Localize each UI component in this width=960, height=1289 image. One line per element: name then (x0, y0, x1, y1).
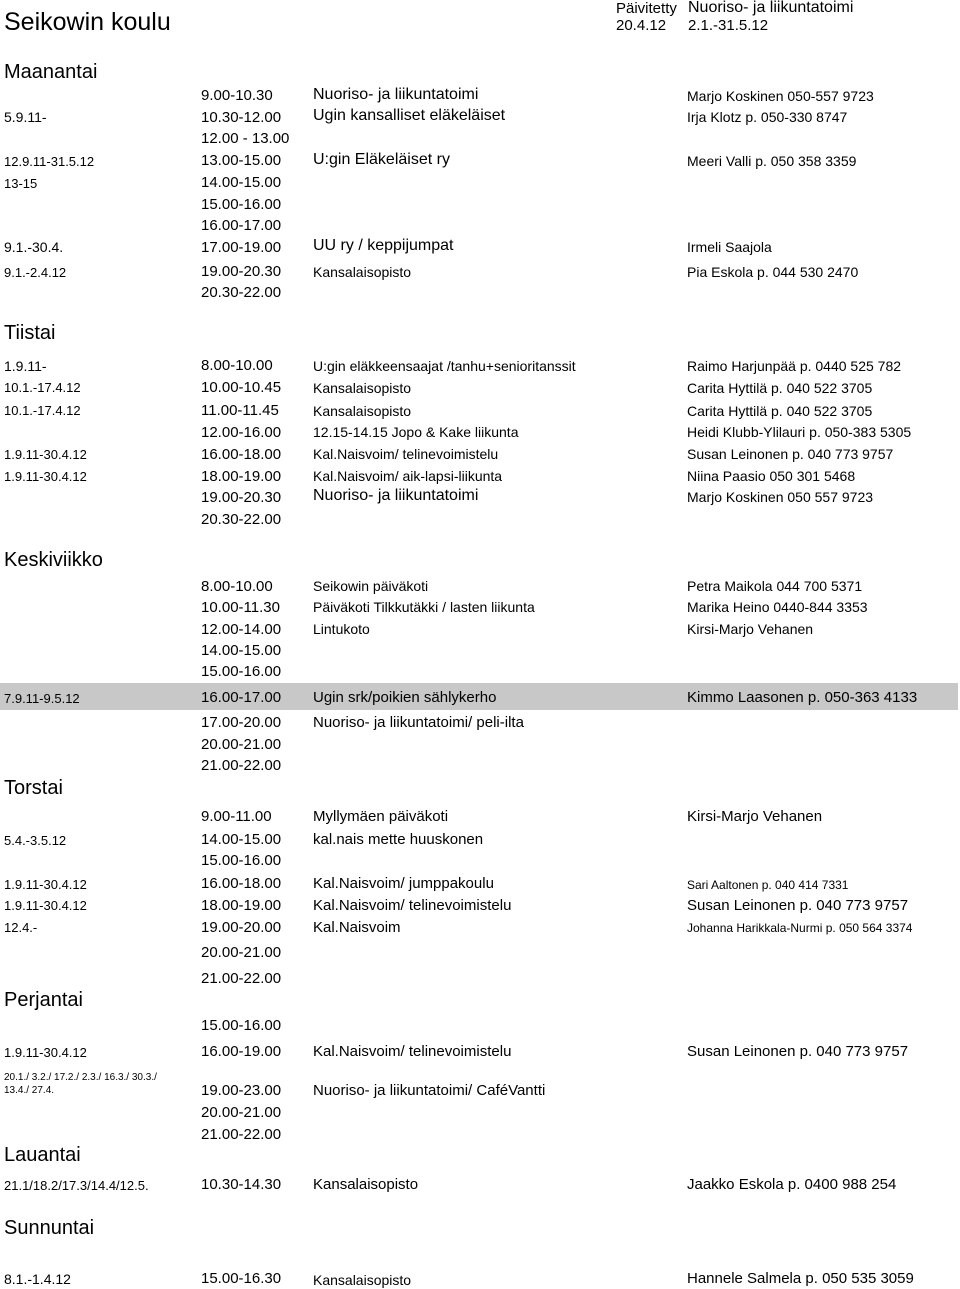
dates-cell: 12.4.- (4, 920, 38, 935)
time-cell: 9.00-11.00 (201, 808, 272, 825)
time-cell: 19.00-20.00 (201, 919, 282, 936)
time-cell: 20.00-21.00 (201, 736, 282, 753)
activity-cell: Seikowin päiväkoti (313, 578, 429, 594)
contact-cell: Sari Aaltonen p. 040 414 7331 (687, 878, 849, 892)
day-heading-saturday: Lauantai (4, 1144, 81, 1166)
day-heading-monday: Maanantai (4, 61, 98, 83)
time-cell: 17.00-19.00 (201, 239, 282, 256)
contact-cell: Hannele Salmela p. 050 535 3059 (687, 1270, 914, 1287)
contact-cell: Kirsi-Marjo Vehanen (687, 621, 814, 637)
contact-cell: Kirsi-Marjo Vehanen (687, 808, 823, 825)
activity-cell: Ugin srk/poikien sählykerho (313, 689, 497, 706)
activity-cell: U:gin eläkkeensaajat /tanhu+senioritanssit (313, 358, 576, 374)
time-cell: 14.00-15.00 (201, 831, 282, 848)
contact-cell: Kimmo Laasonen p. 050-363 4133 (687, 689, 918, 706)
activity-cell: UU ry / keppijumpat (313, 237, 454, 254)
activity-cell: Nuoriso- ja liikuntatoimi/ peli-ilta (313, 714, 524, 731)
dates-cell: 5.4.-3.5.12 (4, 833, 67, 848)
header-period: 2.1.-31.5.12 (688, 17, 769, 34)
time-cell: 15.00-16.00 (201, 1017, 282, 1034)
updated-date: 20.4.12 (616, 17, 667, 34)
dates-cell: 8.1.-1.4.12 (4, 1271, 71, 1287)
time-cell: 16.00-18.00 (201, 875, 282, 892)
dates-cell: 9.1.-2.4.12 (4, 265, 67, 280)
contact-cell: Susan Leinonen p. 040 773 9757 (687, 897, 909, 914)
contact-cell: Jaakko Eskola p. 0400 988 254 (687, 1176, 897, 1193)
dates-cell: 20.1./ 3.2./ 17.2./ 2.3./ 16.3./ 30.3./ (4, 1072, 157, 1083)
dates-cell: 1.9.11-30.4.12 (4, 898, 87, 913)
time-cell: 16.00-18.00 (201, 446, 282, 463)
dates-cell: 10.1.-17.4.12 (4, 380, 81, 395)
day-heading-friday: Perjantai (4, 989, 83, 1011)
activity-cell: Kansalaisopisto (313, 1176, 419, 1193)
contact-cell: Irmeli Saajola (687, 239, 772, 255)
dates-cell: 1.9.11-30.4.12 (4, 447, 87, 462)
time-cell: 15.00-16.30 (201, 1270, 282, 1287)
time-cell: 14.00-15.00 (201, 642, 282, 659)
activity-cell: 12.15-14.15 Jopo & Kake liikunta (313, 424, 519, 440)
time-cell: 14.00-15.00 (201, 174, 282, 191)
contact-cell: Susan Leinonen p. 040 773 9757 (687, 1043, 909, 1060)
dates-cell: 13.4./ 27.4. (4, 1085, 55, 1096)
activity-cell: Nuoriso- ja liikuntatoimi (313, 86, 479, 103)
contact-cell: Pia Eskola p. 044 530 2470 (687, 264, 859, 280)
dates-cell: 1.9.11-30.4.12 (4, 877, 87, 892)
day-heading-tuesday: Tiistai (4, 322, 56, 344)
dates-cell: 7.9.11-9.5.12 (4, 691, 80, 706)
contact-cell: Niina Paasio 050 301 5468 (687, 468, 856, 484)
day-heading-sunday: Sunnuntai (4, 1217, 95, 1239)
contact-cell: Marjo Koskinen 050-557 9723 (687, 88, 874, 104)
activity-cell: Myllymäen päiväkoti (313, 808, 449, 825)
time-cell: 15.00-16.00 (201, 196, 282, 213)
time-cell: 13.00-15.00 (201, 152, 282, 169)
activity-cell: Nuoriso- ja liikuntatoimi/ CaféVantti (313, 1082, 546, 1099)
activity-cell: Kansalaisopisto (313, 264, 412, 280)
activity-cell: Kansalaisopisto (313, 1272, 412, 1288)
time-cell: 10.30-12.00 (201, 109, 282, 126)
contact-cell: Meeri Valli p. 050 358 3359 (687, 153, 857, 169)
activity-cell: Nuoriso- ja liikuntatoimi (313, 487, 479, 504)
page-title: Seikowin koulu (4, 8, 171, 36)
updated-label: Päivitetty (616, 0, 677, 17)
header-org: Nuoriso- ja liikuntatoimi (688, 0, 854, 16)
time-cell: 21.00-22.00 (201, 970, 282, 987)
time-cell: 19.00-23.00 (201, 1082, 282, 1099)
time-cell: 11.00-11.45 (201, 402, 279, 419)
contact-cell: Johanna Harikkala-Nurmi p. 050 564 3374 (687, 921, 913, 935)
time-cell: 16.00-17.00 (201, 217, 282, 234)
dates-cell: 1.9.11-30.4.12 (4, 469, 87, 484)
dates-cell: 10.1.-17.4.12 (4, 403, 81, 418)
time-cell: 21.00-22.00 (201, 1126, 282, 1143)
time-cell: 18.00-19.00 (201, 468, 282, 485)
dates-cell: 21.1/18.2/17.3/14.4/12.5. (4, 1178, 149, 1193)
contact-cell: Irja Klotz p. 050-330 8747 (687, 109, 848, 125)
time-cell: 8.00-10.00 (201, 357, 273, 374)
time-cell: 8.00-10.00 (201, 578, 273, 595)
activity-cell: Kal.Naisvoim/ telinevoimistelu (313, 446, 499, 462)
contact-cell: Raimo Harjunpää p. 0440 525 782 (687, 358, 902, 374)
day-heading-thursday: Torstai (4, 777, 63, 799)
activity-cell: Lintukoto (313, 621, 370, 637)
activity-cell: kal.nais mette huuskonen (313, 831, 484, 848)
time-cell: 10.00-11.30 (201, 599, 280, 616)
contact-cell: Petra Maikola 044 700 5371 (687, 578, 863, 594)
time-cell: 15.00-16.00 (201, 663, 282, 680)
activity-cell: Ugin kansalliset eläkeläiset (313, 107, 506, 124)
time-cell: 20.00-21.00 (201, 1104, 282, 1121)
time-cell: 12.00-14.00 (201, 621, 282, 638)
time-cell: 20.30-22.00 (201, 511, 282, 528)
time-cell: 20.30-22.00 (201, 284, 282, 301)
time-cell: 21.00-22.00 (201, 757, 282, 774)
time-cell: 17.00-20.00 (201, 714, 282, 731)
dates-cell: 1.9.11-30.4.12 (4, 1045, 87, 1060)
activity-cell: Kal.Naisvoim/ telinevoimistelu (313, 897, 512, 914)
time-cell: 18.00-19.00 (201, 897, 282, 914)
time-cell: 19.00-20.30 (201, 263, 282, 280)
activity-cell: Kal.Naisvoim/ telinevoimistelu (313, 1043, 512, 1060)
contact-cell: Heidi Klubb-Ylilauri p. 050-383 5305 (687, 424, 912, 440)
activity-cell: Päiväkoti Tilkkutäkki / lasten liikunta (313, 599, 535, 615)
contact-cell: Marjo Koskinen 050 557 9723 (687, 489, 874, 505)
activity-cell: Kansalaisopisto (313, 403, 412, 419)
contact-cell: Carita Hyttilä p. 040 522 3705 (687, 380, 873, 396)
time-cell: 9.00-10.30 (201, 87, 273, 104)
dates-cell: 12.9.11-31.5.12 (4, 154, 95, 169)
time-cell: 10.00-10.45 (201, 379, 282, 396)
time-cell: 12.00 - 13.00 (201, 130, 290, 147)
time-cell: 20.00-21.00 (201, 944, 282, 961)
contact-cell: Marika Heino 0440-844 3353 (687, 599, 868, 615)
time-cell: 12.00-16.00 (201, 424, 282, 441)
dates-cell: 5.9.11- (4, 109, 47, 125)
time-cell: 16.00-19.00 (201, 1043, 282, 1060)
time-cell: 19.00-20.30 (201, 489, 282, 506)
activity-cell: Kal.Naisvoim (313, 919, 401, 936)
time-cell: 16.00-17.00 (201, 689, 282, 706)
activity-cell: Kal.Naisvoim/ jumppakoulu (313, 875, 494, 892)
day-heading-wednesday: Keskiviikko (4, 549, 103, 571)
time-cell: 15.00-16.00 (201, 852, 282, 869)
contact-cell: Susan Leinonen p. 040 773 9757 (687, 446, 894, 462)
time-cell: 10.30-14.30 (201, 1176, 282, 1193)
dates-cell: 9.1.-30.4. (4, 239, 64, 255)
activity-cell: Kal.Naisvoim/ aik-lapsi-liikunta (313, 468, 503, 484)
activity-cell: Kansalaisopisto (313, 380, 412, 396)
activity-cell: U:gin Eläkeläiset ry (313, 151, 450, 168)
dates-cell: 1.9.11- (4, 358, 47, 374)
dates-cell: 13-15 (4, 176, 38, 191)
contact-cell: Carita Hyttilä p. 040 522 3705 (687, 403, 873, 419)
